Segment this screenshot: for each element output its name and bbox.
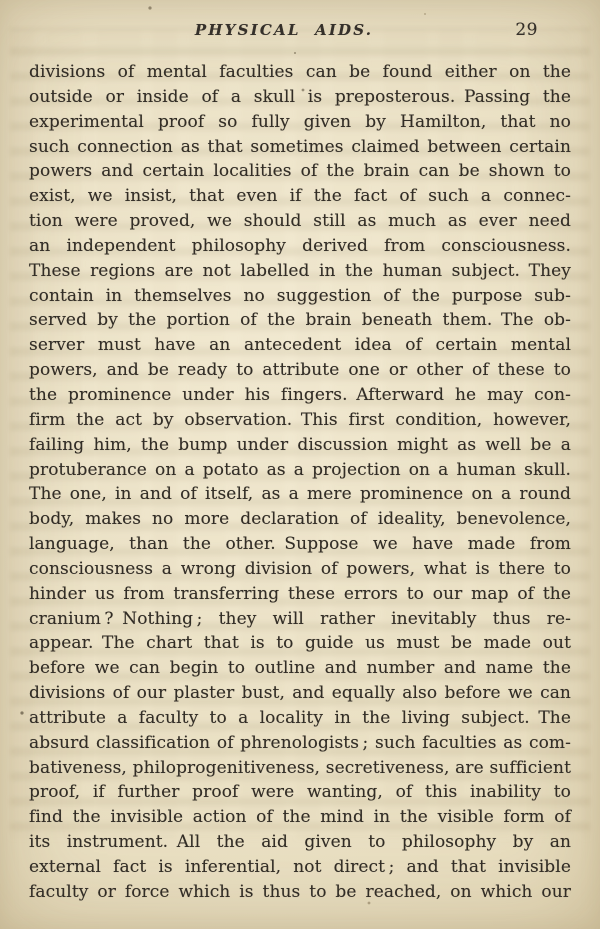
text-line: failing him, the bump under discussion might as well be a <box>29 434 571 455</box>
text-line: served by the portion of the brain beneath them. The ob- <box>29 310 571 331</box>
page-number: 29 <box>515 20 538 40</box>
text-line: an independent philosophy derived from consciousness. <box>29 235 571 256</box>
text-line: exist, we insist, that even if the fact of such a connec- <box>29 186 571 207</box>
text-line: external fact is inferential, not direct ; and that invisible <box>29 857 571 877</box>
text-line: attribute a faculty to a locality in the living subject. The <box>29 707 571 728</box>
text-line: bativeness, philoprogenitiveness, secretiveness, are sufficient <box>29 757 571 778</box>
text-line: tion were proved, we should still as much as ever need <box>29 211 571 232</box>
text-line: consciousness a wrong division of powers, what is there to <box>29 558 571 579</box>
text-line: The one, in and of itself, as a mere prominence on a round <box>29 484 571 505</box>
running-head <box>0 21 600 43</box>
ink-specks <box>0 0 2 2</box>
text-line: find the invisible action of the mind in the visible form of <box>29 807 571 828</box>
text-line: outside or inside of a skull is preposterous. Passing the <box>29 86 571 107</box>
body-text <box>29 60 571 905</box>
text-line: faculty or force which is thus to be reached, on which our <box>29 881 571 902</box>
text-line: protuberance on a potato as a projection on a human skull. <box>29 459 571 480</box>
text-line: firm the act by observation. This first condition, however, <box>29 409 571 430</box>
text-line: absurd classification of phrenologists ; such faculties as com- <box>29 732 571 753</box>
text-line: cranium ? Nothing ; they will rather inevitably thus re- <box>29 608 571 629</box>
text-line: language, than the other. Suppose we have made from <box>29 534 571 555</box>
text-line: such connection as that sometimes claimed between certain <box>29 136 571 157</box>
text-line: hinder us from transferring these errors to our map of the <box>29 583 571 604</box>
running-title: PHYSICAL AIDS. <box>194 21 374 39</box>
text-line: before we can begin to outline and number and name the <box>29 658 571 679</box>
text-line: divisions of mental faculties can be found either on the <box>29 62 571 82</box>
text-line: its instrument. All the aid given to philosophy by an <box>29 832 571 853</box>
text-line: divisions of our plaster bust, and equally also before we can <box>29 683 571 704</box>
text-line: server must have an antecedent idea of certain mental <box>29 335 571 356</box>
text-line: These regions are not labelled in the human subject. They <box>29 260 571 281</box>
text-line: powers and certain localities of the brain can be shown to <box>29 161 571 182</box>
text-line: body, makes no more declaration of ideality, benevolence, <box>29 509 571 530</box>
text-line: proof, if further proof were wanting, of this inability to <box>29 782 571 803</box>
text-line: powers, and be ready to attribute one or other of these to <box>29 360 571 381</box>
text-line: the prominence under his fingers. Afterward he may con- <box>29 384 571 405</box>
text-line: experimental proof so fully given by Hamilton, that no <box>29 111 571 132</box>
text-line: appear. The chart that is to guide us must be made out <box>29 633 571 654</box>
text-line: contain in themselves no suggestion of the purpose sub- <box>29 285 571 306</box>
